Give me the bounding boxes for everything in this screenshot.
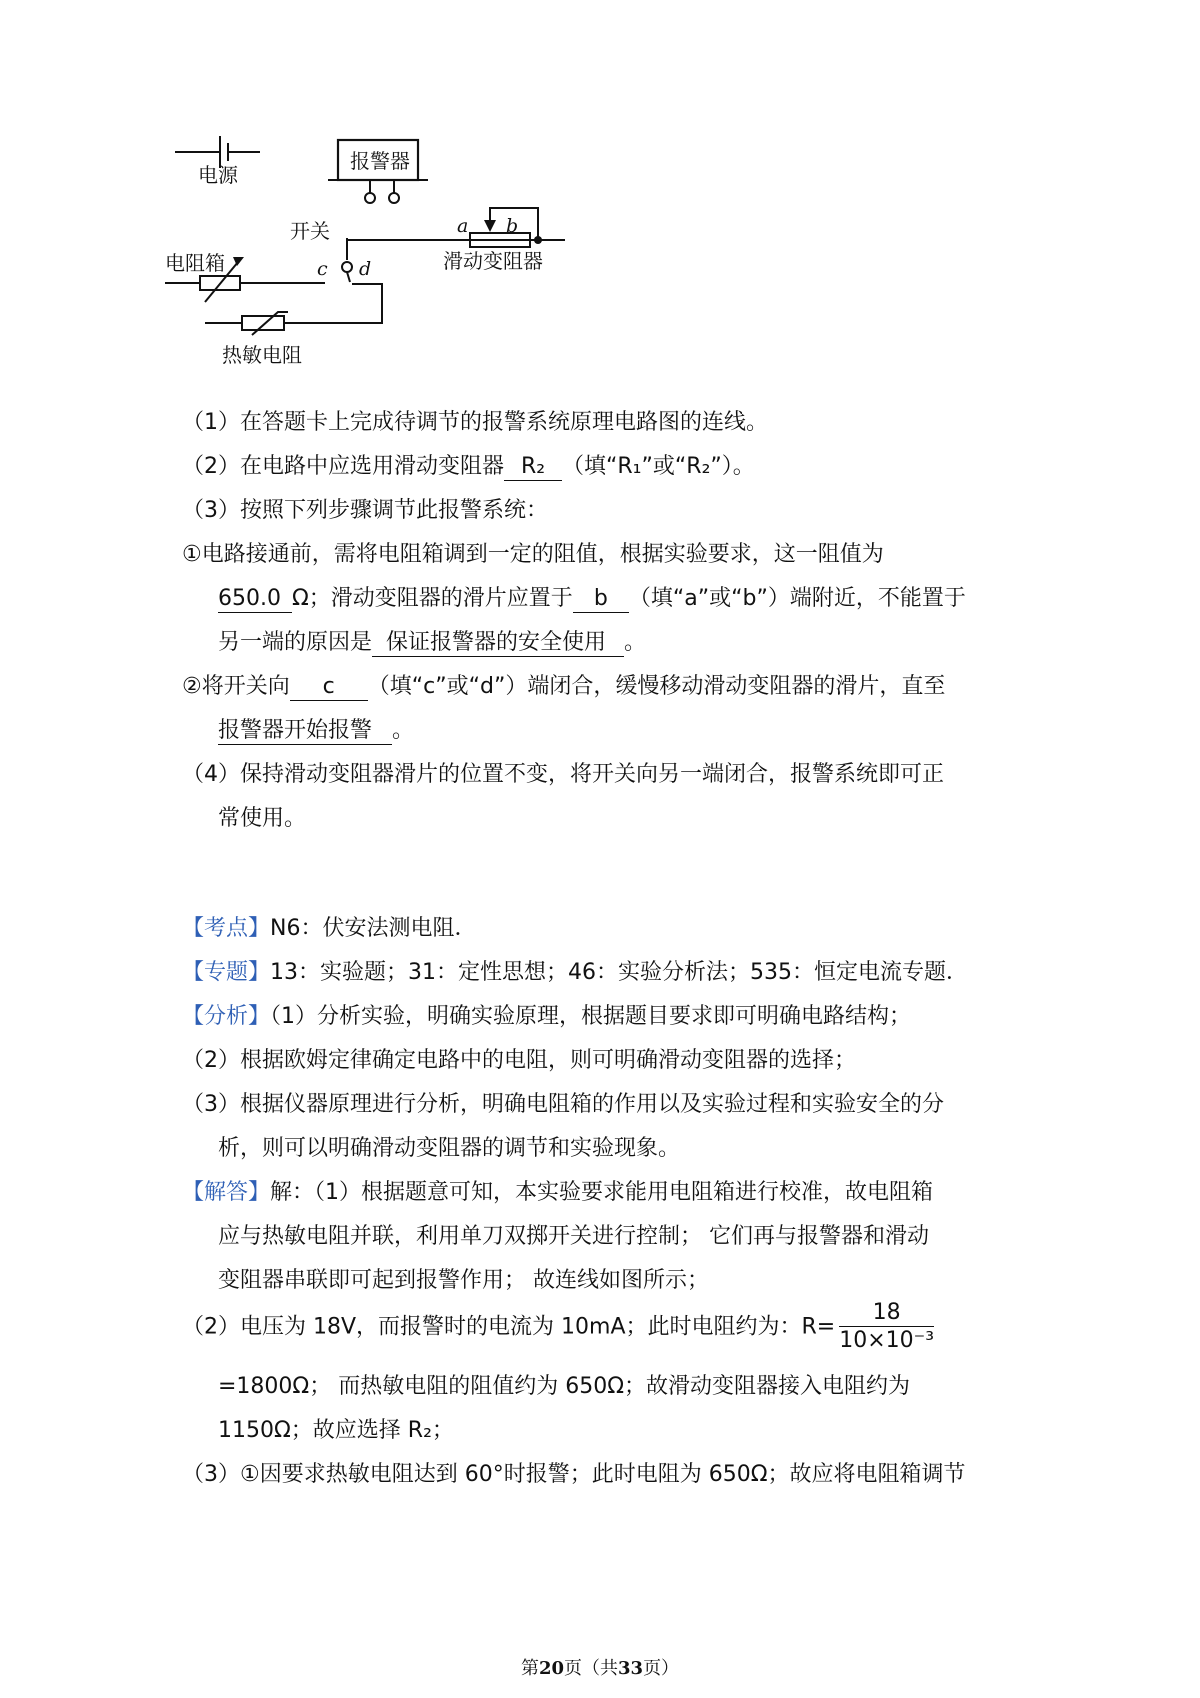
zhuanti-tag: 【专题】 [182, 960, 271, 985]
question-3: （3）按照下列步骤调节此报警系统： [182, 498, 548, 523]
terminal-b-label: b [506, 215, 519, 237]
answer-phenomenon: 报警器开始报警 [218, 718, 392, 745]
question-1: （1）在答题卡上完成待调节的报警系统原理电路图的连线。 [182, 410, 768, 435]
fraction-denominator: 10×10⁻³ [839, 1328, 935, 1353]
fenxi-line-4: 析，则可以明确滑动变阻器的调节和实验现象。 [218, 1136, 681, 1161]
question-4-line-1: （4）保持滑动变阻器滑片的位置不变，将开关向另一端闭合，报警系统即可正 [182, 762, 944, 787]
kaodian-row: 【考点】N6：伏安法测电阻． [182, 916, 477, 941]
terminal-d-label: d [359, 258, 372, 280]
jieda-line-3: 变阻器串联即可起到报警作用； 故连线如图所示； [218, 1268, 709, 1293]
step-2-line-1: ②将开关向 c （填“c”或“d”）端闭合，缓慢移动滑动变阻器的滑片，直至 [182, 674, 946, 699]
step-1-line-3: 另一端的原因是 保证报警器的安全使用 。 [218, 630, 647, 655]
fenxi-row: 【分析】（1）分析实验，明确实验原理，根据题目要求即可明确电路结构； [182, 1004, 912, 1029]
terminal-a-label: a [457, 215, 469, 237]
jieda-2-line-3: 1150Ω；故应选择 R₂； [218, 1418, 454, 1443]
fenxi-line-3: （3）根据仪器原理进行分析，明确电阻箱的作用以及实验过程和实验安全的分 [182, 1092, 944, 1117]
zhuanti-row: 【专题】13：实验题；31：定性思想；46：实验分析法；535：恒定电流专题． [182, 960, 968, 985]
step-2-line-2: 报警器开始报警 。 [218, 718, 415, 743]
jieda-3-line-1: （3）①因要求热敏电阻达到 60°时报警；此时电阻为 650Ω；故应将电阻箱调节 [182, 1462, 966, 1487]
question-2: （2）在电路中应选用滑动变阻器 R₂ （填“R₁”或“R₂”）。 [182, 454, 755, 479]
fenxi-line-2: （2）根据欧姆定律确定电路中的电阻，则可明确滑动变阻器的选择； [182, 1048, 856, 1073]
answer-switch-end: c [290, 674, 368, 701]
answer-resistance: 650.0 [218, 586, 292, 613]
page-total: 33 [618, 1658, 644, 1679]
alarm-label: 报警器 [350, 149, 410, 173]
answer-reason: 保证报警器的安全使用 [372, 630, 624, 657]
jieda-2-line-1: （2）电压为 18V，而报警时的电流为 10mA；此时电阻约为：R= $\frac{18}{\text{10×10⁻³}}$ [182, 1300, 935, 1353]
kaodian-tag: 【考点】 [182, 916, 271, 941]
jieda-2-line-2: =1800Ω； 而热敏电阻的阻值约为 650Ω；故滑动变阻器接入电阻约为 [218, 1374, 911, 1399]
terminal-c-label: c [317, 258, 328, 280]
power-label: 电源 [198, 163, 238, 187]
rheostat-label: 滑动变阻器 [443, 249, 543, 273]
jieda-row: 【解答】解：（1）根据题意可知，本实验要求能用电阻箱进行校准，故电阻箱 [182, 1180, 934, 1205]
circuit-diagram [160, 130, 620, 410]
thermistor-label: 热敏电阻 [222, 343, 302, 367]
jieda-line-2: 应与热敏电阻并联，利用单刀双掷开关进行控制； 它们再与报警器和滑动 [218, 1224, 929, 1249]
fraction [839, 1300, 934, 1355]
jieda-tag: 【解答】 [182, 1180, 271, 1205]
step-1-line-2: 650.0 Ω；滑动变阻器的滑片应置于 b （填“a”或“b”）端附近，不能置于 [218, 586, 966, 611]
question-4-line-2: 常使用。 [218, 806, 307, 831]
step-1-line-1: ①电路接通前，需将电阻箱调到一定的阻值，根据实验要求，这一阻值为 [182, 542, 884, 567]
switch-label: 开关 [290, 219, 330, 243]
fenxi-tag: 【分析】 [182, 1004, 271, 1029]
answer-rheostat: R₂ [504, 454, 562, 481]
page-number: 20 [538, 1658, 564, 1679]
fraction-numerator: 18 [839, 1300, 934, 1327]
resistance-box-label: 电阻箱 [165, 251, 225, 275]
page-footer: 第20页（共33页） [520, 1658, 680, 1679]
answer-slider-end: b [573, 586, 629, 613]
